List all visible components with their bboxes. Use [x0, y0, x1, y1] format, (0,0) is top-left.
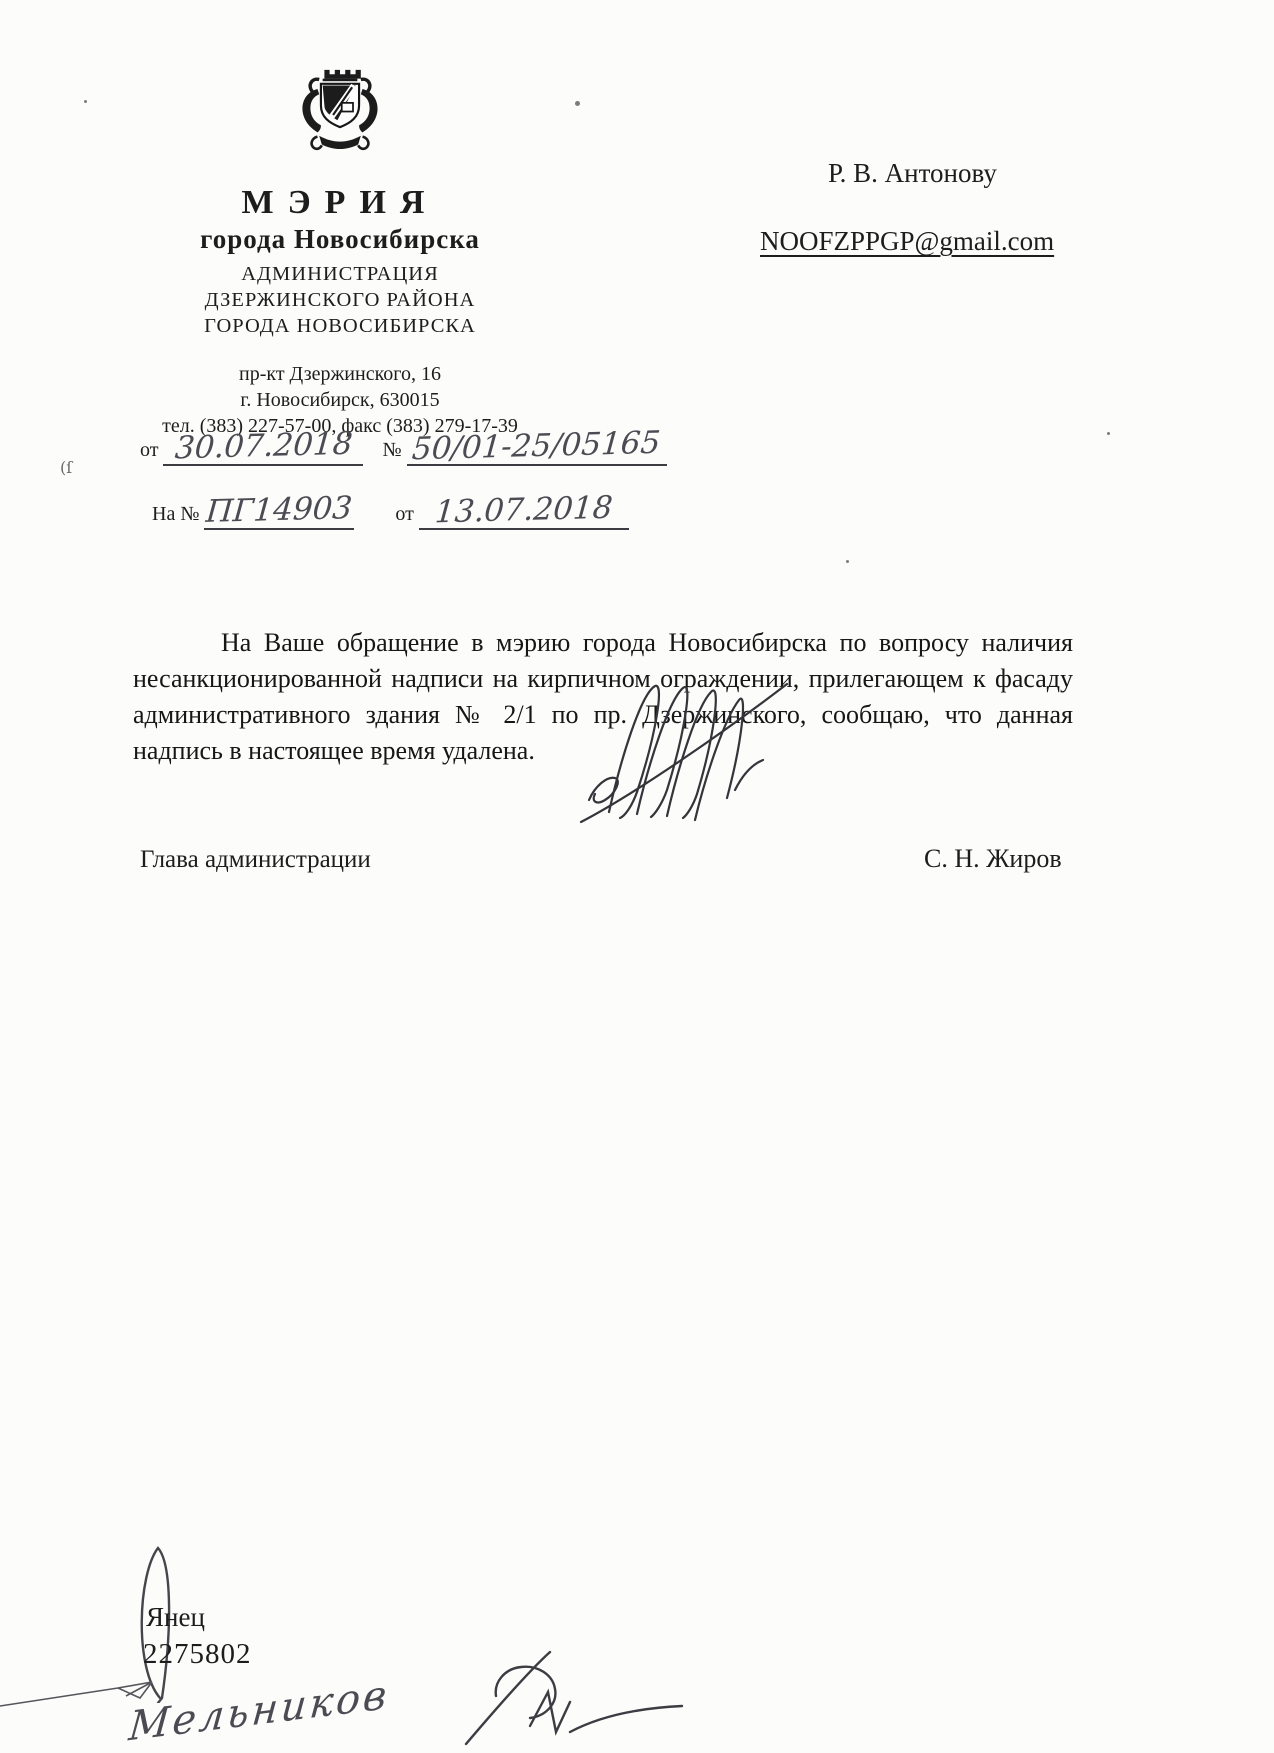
incoming-number-value: ПГ14903 — [204, 490, 354, 530]
approval-scribble-icon — [400, 1648, 690, 1753]
number-label: № — [382, 439, 402, 461]
incoming-reference-line — [152, 489, 629, 531]
letterhead — [110, 60, 570, 438]
signature-scribble-icon — [575, 672, 805, 827]
executor-name: Янец — [146, 1602, 205, 1632]
outgoing-number-field — [407, 424, 667, 468]
org-subtitle: города Новосибирска — [200, 224, 480, 254]
recipient-email: NOOFZPPGP@gmail.com — [760, 226, 1055, 256]
dept-line-3: ГОРОДА НОВОСИБИРСКА — [204, 315, 476, 337]
from-label: от — [140, 439, 159, 461]
executor-phone: 2275802 — [143, 1638, 252, 1670]
reply-from-label: от — [395, 503, 414, 525]
scan-speck — [1107, 432, 1110, 435]
recipient-name: Р. В. Антонову — [828, 158, 997, 188]
dept-line-1: АДМИНИСТРАЦИЯ — [241, 263, 439, 285]
scan-mark: (ſ — [60, 458, 73, 477]
address-line-1: пр-кт Дзержинского, 16 — [239, 363, 441, 385]
signer-name: С. Н. Жиров — [924, 844, 1062, 873]
scan-speck — [575, 101, 580, 106]
incoming-number-field — [204, 492, 354, 530]
outgoing-date-field — [163, 425, 363, 467]
dept-line-2: ДЗЕРЖИНСКОГО РАЙОНА — [204, 289, 476, 311]
phone-fax-line: тел. (383) 227-57-00, факс (383) 279-17-39 — [162, 415, 518, 437]
scan-speck — [84, 100, 87, 103]
reply-to-label: На № — [152, 503, 200, 525]
incoming-date-value: 13.07.2018 — [433, 489, 615, 531]
novosibirsk-coat-of-arms-icon — [288, 60, 392, 170]
outgoing-number-value: 50/01-25/05165 — [411, 424, 663, 468]
handwritten-surname-note: Мельников — [126, 1671, 392, 1751]
outgoing-date-value: 30.07.2018 — [173, 425, 354, 467]
incoming-date-field — [419, 489, 629, 531]
org-title: МЭРИЯ — [241, 184, 439, 221]
address-line-2: г. Новосибирск, 630015 — [240, 389, 440, 411]
letter-body-paragraph: На Ваше обращение в мэрию города Новосибирска по вопросу наличия несанкционированной надписи на кирпичном ограждении, прилегающем к фасаду административного здания № 2/1 по пр. Дзержинского, сообщаю, что данная надпись в настоящее время удалена. — [133, 628, 1073, 765]
scan-speck — [846, 560, 849, 563]
signer-position-title: Глава администрации — [140, 846, 371, 873]
